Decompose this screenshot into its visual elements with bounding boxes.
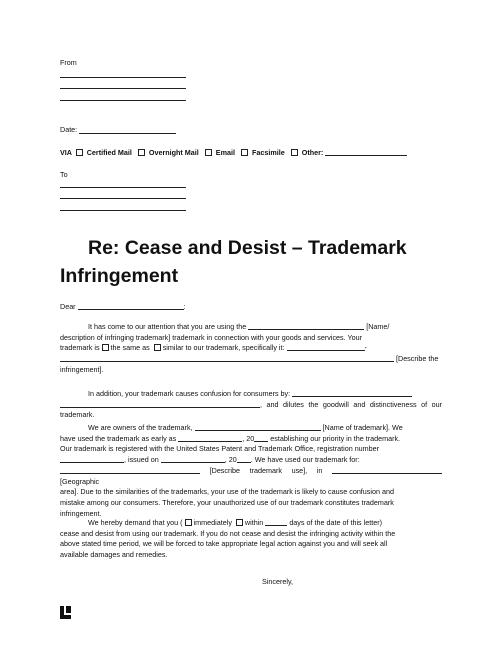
issue-year-line[interactable] bbox=[237, 455, 251, 463]
recipient-name-line[interactable] bbox=[78, 302, 184, 310]
infringement-description-line[interactable] bbox=[60, 354, 394, 362]
first-use-year-line[interactable] bbox=[254, 434, 268, 442]
from-line-2[interactable] bbox=[60, 88, 186, 89]
facsimile-checkbox[interactable] bbox=[241, 149, 248, 156]
other-checkbox[interactable] bbox=[291, 149, 298, 156]
days-line[interactable] bbox=[265, 518, 287, 526]
certified-mail-label: Certified Mail bbox=[86, 148, 132, 157]
to-line-2[interactable] bbox=[60, 198, 186, 199]
date-line[interactable] bbox=[79, 133, 176, 134]
title-line-1: Re: Cease and Desist – Trademark bbox=[88, 237, 407, 259]
infringing-trademark-line[interactable] bbox=[248, 322, 364, 330]
issue-date-line[interactable] bbox=[161, 455, 225, 463]
specifically-line[interactable] bbox=[287, 343, 365, 351]
email-checkbox[interactable] bbox=[205, 149, 212, 156]
via-row bbox=[60, 148, 407, 157]
other-line[interactable] bbox=[325, 148, 407, 156]
from-line-1[interactable] bbox=[60, 77, 186, 78]
trademark-name-line[interactable] bbox=[195, 423, 321, 431]
email-label: Email bbox=[215, 148, 235, 157]
closing: Sincerely, bbox=[262, 577, 294, 586]
dear-label: Dear bbox=[60, 302, 76, 311]
brand-logo-icon bbox=[60, 606, 71, 619]
confusion-line-1[interactable] bbox=[292, 389, 412, 397]
facsimile-label: Facsimile bbox=[251, 148, 285, 157]
paragraph-usage: It has come to our attention that you are using the [Name/ description of infringing trademark] trademark in connection with your goods and services. Your trademark is the same as similar to our trademark, specifically it: - [Describe the infringement]. bbox=[60, 322, 439, 374]
letter-title bbox=[60, 234, 460, 290]
overnight-mail-checkbox[interactable] bbox=[138, 149, 145, 156]
confusion-line-2[interactable] bbox=[60, 400, 260, 408]
geographic-area-line[interactable] bbox=[332, 466, 442, 474]
paragraph-ownership: We are owners of the trademark, [Name of trademark]. We have used the trademark as early as , 20 establishing our priority in the trademark. Our trademark is registered with the United States Patent and Trademark Office, registration number , issued on , 20 . We have used our trademark for: [Describe trademark use], in [Geographic area]. Due to the similarities of the trademarks, your use of the trademark is likely to cause confusion and mistake among our consumers. Therefore, your unauthorized use of our trademark constitutes trademark infringement. bbox=[60, 423, 442, 519]
salutation: Dear : bbox=[60, 302, 186, 311]
overnight-mail-label: Overnight Mail bbox=[148, 148, 199, 157]
registration-number-line[interactable] bbox=[60, 455, 124, 463]
paragraph-confusion: In addition, your trademark causes confusion for consumers by: , and dilutes the goodwill and distinctiveness of our trademark. bbox=[60, 389, 442, 420]
paragraph-demand: We hereby demand that you ( immediately within days of the date of this letter) cease and desist from using our trademark. If you do not cease and desist the infringing activity within the above stated time period, we will be forced to take appropriate legal action against you and will seek all available damages and remedies. bbox=[60, 518, 396, 560]
to-line-1[interactable] bbox=[60, 187, 186, 188]
similar-to-checkbox[interactable] bbox=[154, 344, 161, 351]
via-label: VIA bbox=[60, 148, 72, 157]
first-use-date-line[interactable] bbox=[178, 434, 242, 442]
to-label: To bbox=[60, 170, 68, 179]
from-label: From bbox=[60, 58, 77, 67]
from-line-3[interactable] bbox=[60, 100, 186, 101]
to-line-3[interactable] bbox=[60, 210, 186, 211]
immediately-checkbox[interactable] bbox=[185, 519, 192, 526]
same-as-checkbox[interactable] bbox=[102, 344, 109, 351]
title-line-2: Infringement bbox=[60, 265, 179, 287]
within-checkbox[interactable] bbox=[236, 519, 243, 526]
trademark-use-line[interactable] bbox=[60, 466, 200, 474]
other-label: Other: bbox=[301, 148, 324, 157]
certified-mail-checkbox[interactable] bbox=[76, 149, 83, 156]
date-label: Date: bbox=[60, 125, 78, 134]
